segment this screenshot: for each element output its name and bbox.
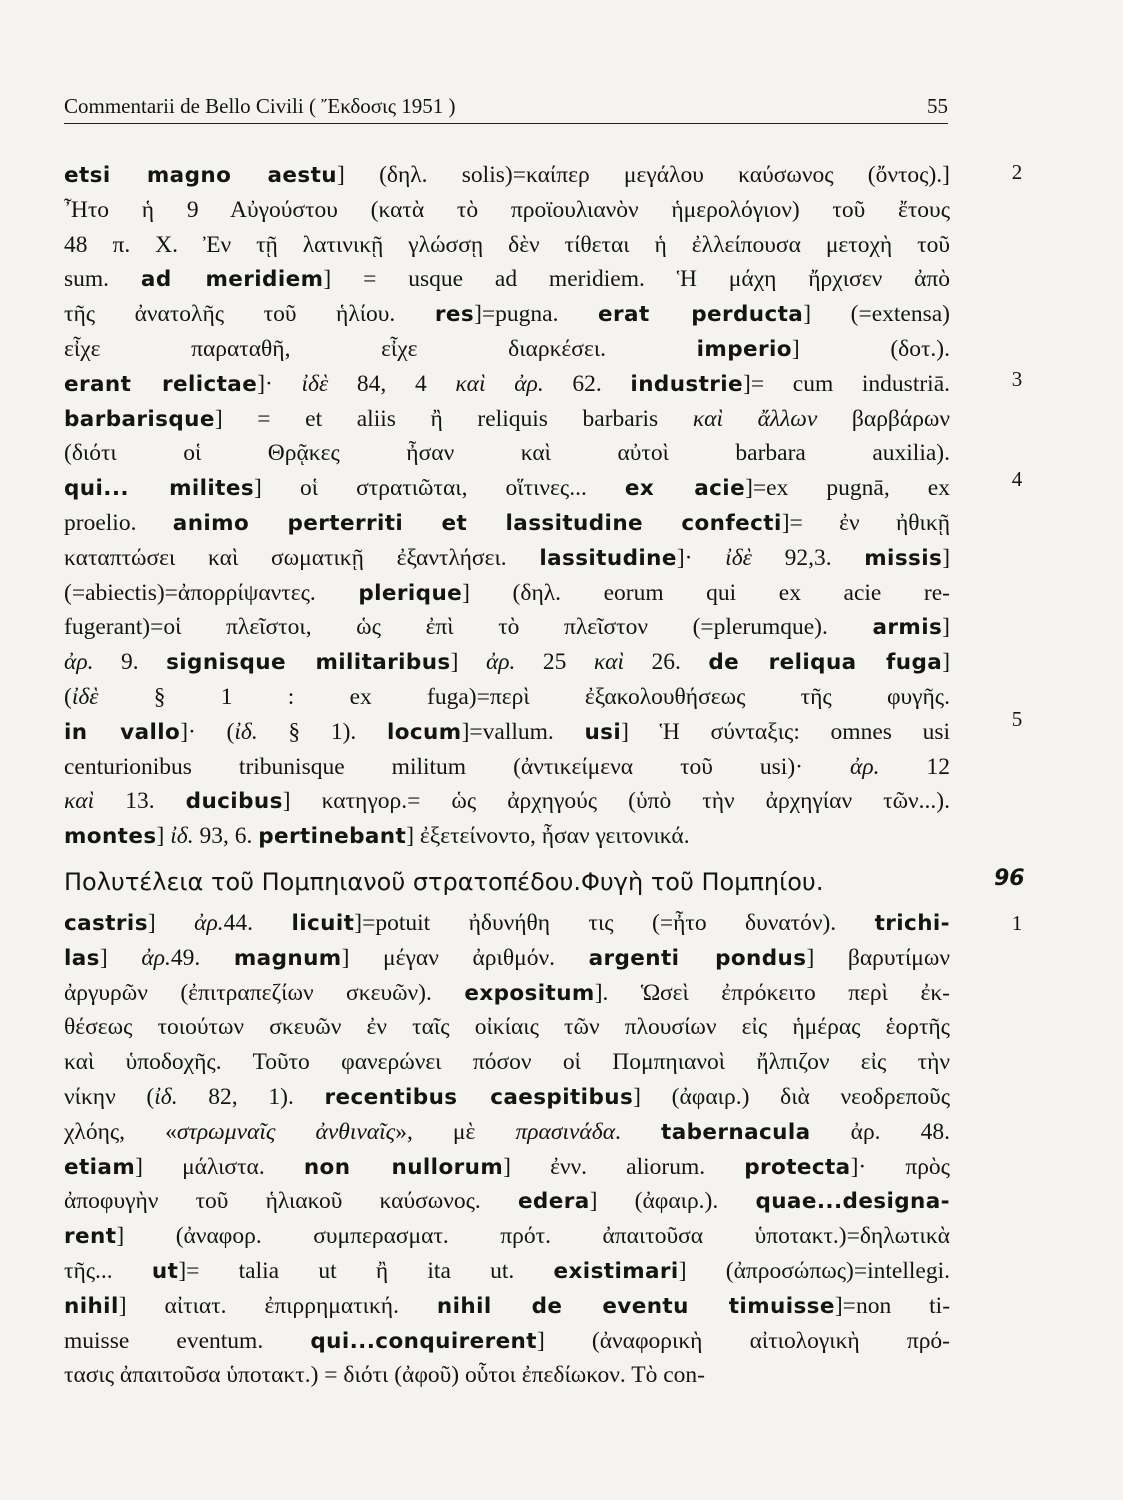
text-line [64, 158, 950, 193]
abbreviation: ἀρ. [485, 649, 516, 676]
lemma: etsi magno aestu [64, 163, 337, 188]
text-line [64, 1289, 950, 1324]
text-line [64, 645, 950, 680]
text-line [64, 1184, 950, 1219]
gloss-text: νίκην ( [64, 1083, 155, 1110]
gloss-text: ] μάλιστα. [135, 1153, 304, 1180]
lemma: magnum [233, 945, 342, 971]
abbreviation: στρωμναῖς ἀνθιναῖς [176, 1118, 396, 1145]
lemma: imperio [696, 336, 792, 362]
gloss-text: ] (ἀναφορικὴ αἰτιολογικὴ πρό- [536, 1327, 950, 1354]
lemma: ad meridiem [140, 267, 324, 293]
gloss-text: χλόης, « [64, 1118, 177, 1145]
gloss-text: ]=vallum. [461, 718, 585, 745]
text-line [64, 1080, 950, 1115]
gloss-text: (=abiectis)=ἀπορρίψαντες. [64, 579, 359, 606]
abbreviation: ἰδὲ [71, 683, 99, 710]
lemma: qui...conquirerent [310, 1328, 537, 1354]
gloss-text: ]=pugna. [474, 301, 599, 328]
lemma: quae...designa- [755, 1189, 950, 1215]
lemma: ex acie [624, 476, 746, 502]
margin-number: 3 [1011, 367, 1023, 391]
gloss-text: centurionibus tribunisque militum (ἀντικείμενα τοῦ usi)· [64, 753, 850, 780]
gloss-text: muisse eventum. [64, 1327, 311, 1354]
text-line [64, 193, 950, 228]
text-line [64, 1115, 950, 1150]
gloss-text: proelio. [64, 509, 173, 536]
gloss-text: ]. Ὡσεὶ ἐπρόκειτο περὶ ἐκ- [594, 979, 950, 1006]
header-title: Commentarii de Bello Civili ( Ἔκδοσις 1951 ) [64, 94, 456, 118]
lemma: protecta [744, 1154, 851, 1180]
gloss-text: ]= ἐν ἠθικῇ [781, 509, 950, 536]
gloss-text: § 1). [257, 718, 387, 745]
lemma: trichi- [874, 911, 950, 936]
gloss-text: 82, 1). [177, 1083, 325, 1110]
text-line [64, 576, 950, 611]
gloss-text: τῆς ἀνατολῆς τοῦ ἡλίου. [64, 301, 435, 328]
abbreviation: ἰδ. [170, 823, 194, 850]
text-line [64, 1254, 950, 1289]
margin-number: 96 [994, 866, 1025, 891]
gloss-text: ]=ex pugnā, ex [745, 475, 950, 502]
text-line [64, 1150, 950, 1185]
abbreviation: πρασινάδα [515, 1118, 616, 1145]
lemma: animo perterriti et lassitudine confecti [172, 510, 782, 536]
abbreviation: ἰδ. [234, 718, 258, 745]
gloss-text: ]= cum industriā. [743, 370, 951, 397]
lemma: nihil [64, 1293, 119, 1319]
lemma: expositum [464, 980, 595, 1006]
gloss-text: ] [156, 823, 171, 850]
gloss-text: 48 π. Χ. Ἐν τῇ λατινικῇ γλώσσῃ δὲν τίθεται ἡ ἐλλείπουσα μετοχὴ τοῦ [64, 231, 950, 258]
gloss-text: 26. [624, 649, 709, 676]
gloss-text: ] (ἀπροσώπως)=intellegi. [678, 1257, 950, 1284]
text-line [64, 262, 950, 297]
lemma: las [64, 945, 100, 971]
abbreviation: ἰδὲ [301, 370, 329, 397]
gloss-text: ] = usque ad meridiem. Ἡ μάχη ἤρχισεν ἀπὸ [323, 266, 950, 293]
gloss-text: 49. [170, 944, 234, 971]
text-line [64, 436, 950, 471]
lemma: tabernacula [661, 1119, 811, 1145]
gloss-text: 9. [93, 649, 167, 676]
lemma: castris [64, 911, 148, 936]
text-line [64, 976, 950, 1011]
abbreviation: ἰδ. [154, 1083, 178, 1110]
abbreviation: ἀρ. [141, 944, 171, 971]
gloss-text: 44. [223, 910, 292, 936]
gloss-text: ] μέγαν ἀριθμόν. [341, 944, 589, 971]
margin-number: 5 [1011, 707, 1023, 731]
gloss-text: ] [147, 910, 195, 936]
gloss-text: τῆς... [64, 1257, 152, 1284]
gloss-text: ]· [257, 370, 302, 397]
abbreviation: ἀρ. [849, 753, 880, 780]
lemma: de reliqua fuga [708, 650, 943, 676]
gloss-text: sum. [64, 266, 141, 293]
text-line [64, 750, 950, 785]
text-line [64, 332, 950, 367]
lemma: in vallo [64, 719, 181, 745]
text-line [64, 1358, 950, 1393]
lemma: non nullorum [303, 1154, 504, 1180]
gloss-text: ] Ἡ σύνταξις: omnes usi [621, 718, 950, 745]
lemma: barbarisque [64, 406, 215, 432]
gloss-text: ]· πρὸς [850, 1153, 950, 1180]
text-line [64, 471, 950, 506]
lemma: rent [64, 1224, 117, 1250]
gloss-text: ]=potuit ἠδυνήθη τις (=ἦτο δυνατόν). [354, 910, 875, 936]
gloss-text: βαρβάρων [817, 405, 951, 432]
gloss-text: ] κατηγορ.= ὡς ἀρχηγούς (ὑπὸ τὴν ἀρχηγίαν τῶν...). [282, 788, 950, 815]
gloss-text: ] ἐξετείνοντο, ἦσαν γειτονικά. [406, 823, 690, 850]
commentary-block-2 [64, 906, 950, 1393]
text-line [64, 941, 950, 976]
gloss-text: ἀρ. 48. [810, 1118, 951, 1145]
gloss-text: ] [450, 649, 486, 676]
gloss-text: ] (ἀφαιρ.) διὰ νεοδρεποῦς [633, 1083, 951, 1110]
gloss-text: 93, 6. [193, 823, 259, 850]
gloss-text: 62. [543, 370, 631, 397]
gloss-text: », μὲ [395, 1118, 516, 1145]
gloss-text: ]· ( [180, 718, 235, 745]
gloss-text: ] (δοτ.). [791, 335, 951, 362]
text-line [64, 784, 950, 819]
margin-number: 4 [1011, 467, 1023, 491]
gloss-text: ] οἱ στρατιῶται, οἵτινες... [254, 475, 625, 502]
lemma: plerique [358, 580, 463, 606]
commentary-block-1 [64, 158, 950, 854]
abbreviation: καὶ [64, 788, 95, 815]
lemma: argenti pondus [588, 945, 807, 971]
lemma: erant relictae [64, 371, 258, 397]
text-line [64, 1010, 950, 1045]
gloss-text: ( [64, 683, 72, 710]
gloss-text: θέσεως τοιούτων σκευῶν ἐν ταῖς οἰκίαις τῶν πλουσίων εἰς ἡμέρας ἑορτῆς [64, 1014, 950, 1041]
text-line [64, 297, 950, 332]
lemma: edera [517, 1189, 590, 1215]
text-line [64, 228, 950, 263]
lemma: etiam [64, 1154, 136, 1180]
running-header [64, 94, 948, 124]
text-line [64, 819, 950, 854]
lemma: qui... milites [64, 476, 255, 502]
lemma: recentibus caespitibus [324, 1084, 634, 1110]
lemma: signisque militaribus [166, 650, 451, 676]
gloss-text: 25 [515, 649, 594, 676]
gloss-text: 84, 4 [328, 370, 456, 397]
lemma: existimari [553, 1258, 679, 1284]
text-line [64, 1219, 950, 1254]
text-line [64, 402, 950, 437]
text-line [64, 541, 950, 576]
gloss-text: ] [99, 944, 142, 971]
abbreviation: ἰδὲ [725, 544, 752, 571]
gloss-text: ] (δηλ. eorum qui ex acie re- [462, 579, 951, 606]
gloss-text: § 1 : ex fuga)=περὶ ἐξακολουθήσεως τῆς φυγῆς. [98, 683, 950, 710]
gloss-text: 13. [94, 788, 186, 815]
gloss-text: ] [942, 544, 951, 571]
text-line [64, 506, 950, 541]
gloss-text: ] (=extensa) [803, 301, 950, 328]
gloss-text: ] (δηλ. solis)=καίπερ μεγάλου καύσωνος (ὄντος).] [337, 162, 950, 188]
gloss-text: ] αἰτιατ. ἐπιρρηματική. [118, 1292, 437, 1319]
margin-number: 2 [1011, 160, 1023, 184]
lemma: lassitudine [539, 545, 677, 571]
gloss-text: (διότι οἱ Θρᾷκες ἦσαν καὶ αὐτοὶ barbara auxilia). [64, 440, 950, 467]
abbreviation: καὶ ἀρ. [455, 370, 544, 397]
abbreviation: ἀρ. [64, 649, 94, 676]
gloss-text: τασις ἀπαιτοῦσα ὑποτακτ.) = διότι (ἀφοῦ) οὗτοι ἐπεδίωκον. Τὸ con- [64, 1362, 705, 1389]
gloss-text: 12 [879, 753, 950, 780]
lemma: ut [151, 1258, 179, 1284]
gloss-text: ἀποφυγὴν τοῦ ἡλιακοῦ καύσωνος. [64, 1188, 518, 1215]
gloss-text: καταπτώσει καὶ σωματικῇ ἐξαντλήσει. [64, 544, 540, 571]
gloss-text: εἶχε παραταθῆ, εἶχε διαρκέσει. [64, 335, 697, 362]
gloss-text: ] βαρυτίμων [806, 944, 950, 971]
gloss-text: ] = et aliis ἢ reliquis barbaris [214, 405, 693, 432]
section-heading: Πολυτέλεια τοῦ Πομπηιανοῦ στρατοπέδου.Φυγὴ τοῦ Πομπηίου. [64, 868, 824, 896]
gloss-text: ] (ἀφαιρ.). [589, 1188, 756, 1215]
gloss-text: 92,3. [751, 544, 865, 571]
text-line [64, 610, 950, 645]
gloss-text: ]=non ti- [834, 1292, 951, 1319]
abbreviation: καὶ [593, 649, 625, 676]
gloss-text: καὶ ὑποδοχῆς. Τοῦτο φανερώνει πόσον οἱ Πομπηιανοὶ ἤλπιζον εἰς τὴν [64, 1049, 950, 1076]
abbreviation: ἀρ. [194, 910, 224, 936]
page-number: 55 [927, 94, 948, 118]
lemma: ducibus [185, 789, 283, 815]
lemma: licuit [291, 911, 355, 936]
lemma: missis [864, 545, 943, 571]
gloss-text: . [615, 1118, 662, 1145]
lemma: nihil de eventu timuisse [436, 1293, 835, 1319]
lemma: armis [872, 615, 943, 641]
gloss-text: ] [942, 649, 951, 676]
margin-number: 1 [1011, 911, 1023, 935]
gloss-text: ] ἐνν. aliorum. [503, 1153, 745, 1180]
text-line [64, 1045, 950, 1080]
gloss-text: ] (ἀναφορ. συμπερασματ. πρότ. ἀπαιτοῦσα ὑποτακτ.)=δηλωτικὰ [116, 1223, 950, 1250]
lemma: usi [584, 719, 622, 745]
gloss-text: fugerant)=οἱ πλεῖστοι, ὡς ἐπὶ τὸ πλεῖστον (=plerumque). [64, 614, 873, 641]
lemma: erat perducta [598, 302, 804, 328]
lemma: montes [64, 824, 157, 850]
text-line [64, 1324, 950, 1359]
abbreviation: καὶ ἄλλων [692, 405, 818, 432]
text-line [64, 715, 950, 750]
gloss-text: ]· [676, 544, 726, 571]
text-line [64, 680, 950, 715]
lemma: pertinebant [258, 824, 407, 850]
gloss-text: ] [942, 614, 950, 641]
gloss-text: Ἦτο ἡ 9 Αὐγούστου (κατὰ τὸ προϊουλιανὸν ἡμερολόγιον) τοῦ ἔτους [64, 196, 950, 223]
lemma: locum [386, 719, 462, 745]
text-line [64, 906, 950, 941]
lemma: res [434, 302, 475, 328]
lemma: industrie [630, 371, 744, 397]
text-line [64, 367, 950, 402]
gloss-text: ]= talia ut ἢ ita ut. [178, 1257, 554, 1284]
gloss-text: ἀργυρῶν (ἐπιτραπεζίων σκευῶν). [64, 979, 465, 1006]
